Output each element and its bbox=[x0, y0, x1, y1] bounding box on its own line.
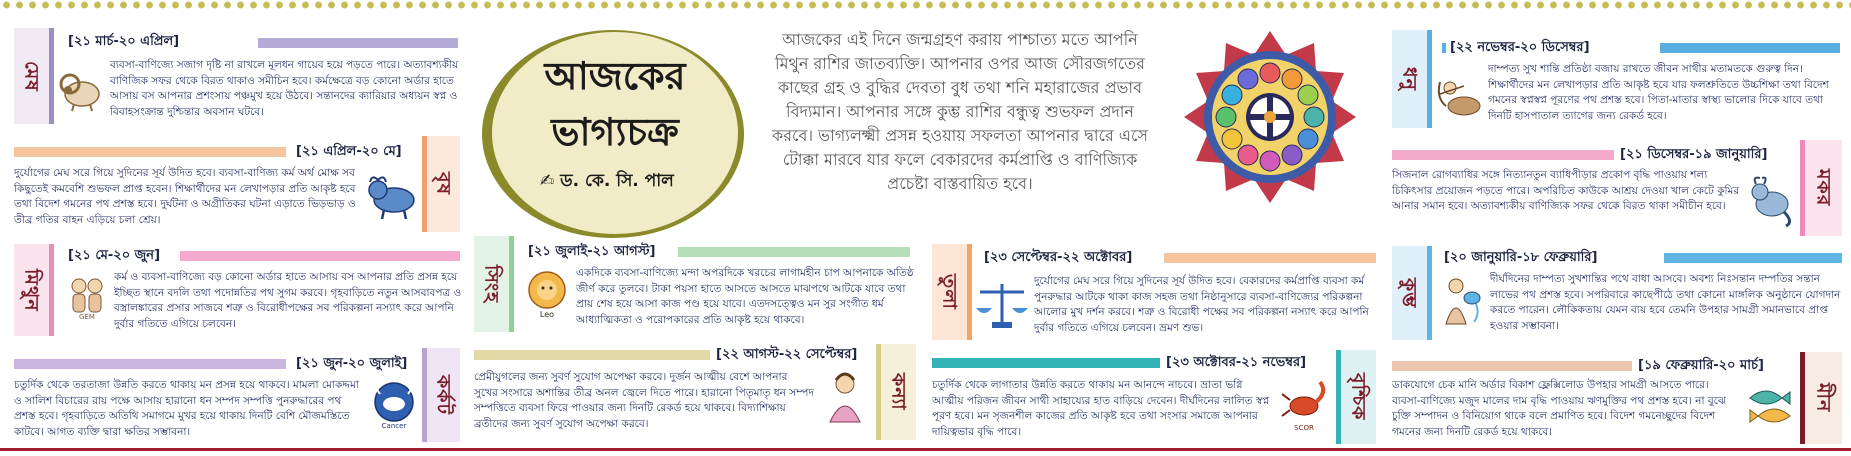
text-brishchik: চতুর্দিক থেকে লাগাতার উন্নতি করতে থাকায় মন আনন্দে নাচবে। ভ্রাতা ভগ্নি আত্মীয় পরিজন জীবন সাথী সাহায্যের হাত বাড়িয়ে দেবেন। দীর্ঘদিনের লালিত স্বপ্ন পূরণ হবে। মন সৃজনশীল কাজের প্রতি আকৃষ্ট হবে তথা সংসার সমাজে আপনার দায়িত্বভার বৃদ্ধি পাবে। bbox=[932, 379, 1270, 438]
goat-capricorn-icon bbox=[1744, 176, 1796, 228]
date-dhanu: [২২ নভেম্বর-২০ ডিসেম্বর] bbox=[1450, 40, 1590, 55]
sign-tab-mithun bbox=[14, 244, 54, 336]
text-karkat: চতুর্দিক থেকে তরতাজা উন্নতি করতে থাকায় মন প্রসন্ন হয়ে থাকবে। মামলা মোকদ্দমা ও সালিশ বিচারের রায় পক্ষে আসায় হারানো ধন সম্পদ সম্পত্তি পুনরুদ্ধারের পথ প্রশস্ত হবে। গৃহবাড়িতে অতিথি সমাগমে মুখর হয়ে থাকায় দিনটি বেশি মৌজমস্তিতে কাটবে। আগত ব্যক্তি দ্বারা ক্ষতির সম্ভাবনা। bbox=[14, 379, 359, 438]
gemini-caption: GEM bbox=[79, 313, 95, 320]
text-mesh: ব্যবসা-বাণিজ্যে সজাগ দৃষ্টি না রাখলে মূলধন গায়েব হয়ে পড়তে পারে। অত্যাবশ্যকীয় বাণিজিক সফর থেকে বিরত থাকাও সমীচিন হবে। কর্মক্ষেত্রে বড় কোনো অর্ডার হাতে আসায় বস আপনার প্রশংসায় পঞ্চমুখ হয়ে উঠবে। সন্তানদের ক্যারিয়ার অধ্যয়ন স্বপ্ন ও বিবাহসংক্রান্ত দুশ্চিন্তার অবসান ঘটবে। bbox=[110, 59, 459, 118]
page-title-line1: আজকের bbox=[544, 54, 686, 98]
date-mesh: [২১ মার্চ-২০ এপ্রিল] bbox=[68, 34, 180, 49]
date-tula: [২৩ সেপ্টেম্বর-২২ অক্টোবর] bbox=[984, 250, 1133, 265]
text-kanya: প্রেমীযুগলের জন্য সুবর্ণ সুযোগ অপেক্ষা করবে। দুর্জন আত্মীয় বেশে আপনার সুখের সংসারে অশান্তির তীব্র অনল জ্বেলে দিতে পারে। হারানো পিতৃমাতৃ ধন সম্পদ সম্পত্তিতে ব্যবসা ফিরে পাওয়ার জন্য দিনটি রেকর্ড হয়ে থাকবে। বিদ্যাশিক্ষায় ব্রতীদের জন্য সুবর্ণ সুযোগ অপেক্ষা করবে। bbox=[474, 371, 814, 430]
text-meen: ডাকযোগে চেক মানি অর্ডার বিকাশ ফ্লেক্সিলোড উপহার সামগ্রী আসতে পারে। ব্যবসা-বাণিজ্যে মজুদ মালের দাম বৃদ্ধি পাওয়ায় ঋণমুক্তির পথ প্রশস্ত হবে। না বুঝে চুক্তি সম্পাদন ও বিনিয়োগ থাকে বলে প্রমাণিত হবে। বিদেশ গমনেচ্ছুদের বিদেশ গমনের জন্য দিনটি রেকর্ড হয়ে থাকবে। bbox=[1392, 379, 1726, 438]
bar-dhanu bbox=[1442, 43, 1446, 53]
date-singha: [২১ জুলাই-২১ আগস্ট] bbox=[528, 244, 656, 259]
sign-name-karkat: কর্কট bbox=[432, 375, 455, 415]
date-meen: [১৯ ফেব্রুয়ারি-২০ মার্চ] bbox=[1638, 358, 1764, 373]
bar-kumbha bbox=[1664, 253, 1842, 263]
archer-sagittarius-icon bbox=[1436, 76, 1486, 124]
maiden-virgo-icon bbox=[818, 370, 872, 426]
text-singha: একদিকে ব্যবসা-বাণিজ্যে মন্দা অপরদিকে খরচের লাগামহীন চাপ আপনাকে অতিষ্ঠ জীর্ণ করে তুলবে। টাকা পয়সা হাতে আসতে আসতে মাঝপথে আটকে যাবে তথা প্রায় শেষ হয়ে আসা কাজ পণ্ড হয়ে যাবে। এতদসত্ত্বেও মন সুর সংগীত ধর্ম আধ্যাত্মিকতা ও পরোপকারের প্রতি আকৃষ্ট হয়ে থাকবে। bbox=[576, 267, 914, 326]
date-makar: [২১ ডিসেম্বর-১৯ জানুয়ারি] bbox=[1620, 147, 1768, 162]
zodiac-wheel-icon bbox=[1183, 30, 1357, 204]
scorpio-caption: SCOR bbox=[1294, 424, 1314, 432]
sign-tab-kumbha bbox=[1392, 246, 1432, 340]
sign-name-makar: মকর bbox=[1812, 169, 1835, 207]
cancer-caption: Cancer bbox=[381, 422, 407, 430]
sign-tab-meen bbox=[1800, 352, 1842, 444]
sign-name-tula: তুলা bbox=[938, 274, 961, 310]
sign-tab-tula bbox=[932, 244, 972, 340]
dotted-top-border bbox=[0, 0, 1851, 10]
text-mithun: কর্ম ও ব্যবসা-বাণিজ্যে বড় কোনো অর্ডার হাতে আসায় বস আপনার প্রতি প্রসন্ন হয়ে ইচ্ছিত স্থানে বদলি তথা পদোন্নতির পথ সুগম করবে। গৃহবাড়িতে নতুন আসবাবপত্র ও বস্ত্রালঙ্কারের প্রসার সাজবে শত্রু ও বিরোধীপক্ষের সব পরিকল্পনা নস্যাৎ করে আপনি দুর্বার গতিতে এগিয়ে চলবেন। bbox=[114, 271, 462, 330]
sign-tab-brishchik bbox=[1336, 350, 1376, 444]
bull-taurus-icon bbox=[366, 172, 418, 220]
water-bearer-aquarius-icon bbox=[1436, 276, 1484, 328]
bottom-rule bbox=[0, 448, 1851, 451]
page-title-line2: ভাগ্যচক্র bbox=[551, 110, 679, 154]
bar-karkat bbox=[14, 359, 286, 369]
sign-name-brishchik: বৃশ্চিক bbox=[1347, 373, 1370, 421]
sign-name-mithun: মিথুন bbox=[20, 268, 43, 312]
text-kumbha: দীর্ঘদিনের দাম্পত্য সুখশান্তির পথে বাধা আসবে। অবশ্য নিঃসন্তান দম্পতির সন্তান লাভের পথ প্রশস্ত হবে। সপরিবারে কাছেপীঠে তথা কোনো মাঙ্গলিক অনুষ্ঠানে যোগদান করতে পারেন। লৌকিকতায় যেমন ব্যয় হবে তেমনি উপহার সামগ্রী সমানভাবে প্রাপ্ত হওয়ার সম্ভাবনা। bbox=[1490, 273, 1841, 332]
date-brish: [২১ এপ্রিল-২০ মে] bbox=[296, 144, 402, 159]
ram-aries-icon bbox=[58, 68, 104, 112]
sign-name-kumbha: কুম্ভ bbox=[1398, 277, 1421, 309]
date-karkat: [২১ জুন-২০ জুলাই] bbox=[296, 356, 408, 371]
text-dhanu: দাম্পত্য সুখ শান্তি প্রতিষ্ঠা বজায় রাখতে জীবন সাথীর মতামতকে গুরুত্ব দিন। শিক্ষার্থীদের মন লেখাপড়ার প্রতি আকৃষ্ট হবে যার ফলশ্রুতিতে উচ্চশিক্ষা তথা বিদেশ গমনের স্বপ্নস্বপ্ন পূরণের পথ প্রশস্ত হবে। পিতা-মাতার স্বাস্থ্য ভালোর দিকে যাবে তথা দিনটি হাসপাতাল ত্যাগের জন্য রেকর্ড হবে। bbox=[1488, 63, 1829, 122]
bar-kanya bbox=[474, 350, 710, 360]
bar-dhanu-right bbox=[1660, 43, 1840, 53]
sign-tab-kanya bbox=[876, 344, 916, 440]
sign-name-dhanu: ধনু bbox=[1398, 67, 1421, 91]
sign-tab-mesh bbox=[14, 28, 54, 124]
bar-mesh bbox=[258, 38, 458, 48]
bar-singha bbox=[678, 247, 910, 257]
text-brish: দুর্যোগের মেঘ সরে গিয়ে সুদিনের সূর্য উদিত হবে। ব্যবসা-বাণিজ্য কর্ম অর্থ মোক্ষ সব কিছুতেই কমবেশি শুভফল প্রাপ্ত হবেন। শিক্ষার্থীদের মন লেখাপড়ার প্রতি আকৃষ্ট হবে তথা বিদেশ গমনের পথ প্রশস্ত হবে। দুর্ঘটনা ও অগ্রীতিকর ঘটনা এড়াতে ভিড়ভাড় ও তীব্র গতির বাহন এড়িয়ে চলা শ্রেয়। bbox=[14, 167, 356, 226]
leo-caption: Leo bbox=[539, 310, 555, 319]
bar-tula bbox=[1164, 253, 1376, 263]
sign-name-kanya: কন্যা bbox=[887, 373, 910, 411]
sign-tab-brish bbox=[422, 136, 460, 232]
sign-tab-karkat bbox=[422, 348, 460, 442]
sign-tab-dhanu bbox=[1392, 30, 1432, 128]
intro-paragraph: আজকের এই দিনে জন্মগ্রহণ করায় পাশ্চাত্য মতে আপনি মিথুন রাশির জাতব্যক্তি। আপনার ওপর আজ সৌরজগতের কাছের গ্রহ ও বুদ্ধির দেবতা বুধ তথা শনি মহারাজের প্রভাব বিদ্যমান। আপনার সঙ্গে কুম্ভ রাশির বন্ধুত্ব শুভফল প্রদান করবে। ভাগ্যলক্ষ্মী প্রসন্ন হওয়ায় সফলতা আপনার দ্বারে এসে টোক্কা মারবে যার ফলে বেকারদের কর্মপ্রাপ্তি ও বাণিজ্যিক প্রচেষ্টা বাস্তবায়িত হবে। bbox=[772, 30, 1148, 193]
date-kumbha: [২০ জানুয়ারি-১৮ ফেব্রুয়ারি] bbox=[1444, 250, 1598, 265]
bar-makar bbox=[1392, 150, 1614, 160]
date-brishchik: [২৩ অক্টোবর-২১ নভেম্বর] bbox=[1166, 355, 1307, 370]
sign-name-mesh: মেষ bbox=[20, 60, 43, 92]
bar-brish bbox=[14, 147, 286, 157]
text-tula: দুর্যোগের মেঘ সরে গিয়ে সুদিনের সূর্য উদিত হবে। বেকারদের কর্মপ্রাপ্তি ব্যবসা কর্ম পুনরুদ্ধার আটকে থাকা কাজ সহজ তথা নিষ্ঠানুসারে ব্যবসা-বাণিজ্যের পরিকল্পনা আলোর মুখ দর্শন করবে। শত্রু ও বিরোধী পক্ষের সব পরিকল্পনা নস্যাৎ করে আপনি দুর্বার গতিতে এগিয়ে চলবেন। ভ্রমণ শুভ। bbox=[1034, 275, 1369, 334]
text-makar: সিজনাল রোগব্যাধির সঙ্গে নিত্যানতুন ব্যাধিপীড়ার প্রকোপ বৃদ্ধি পাওয়ায় শল্য চিকিৎসার প্রয়োজন পড়তে পারে। অপরিচিত কাউকে আশ্রয় দেওয়া খাল কেটে কুমির আনার সমান হবে। অত্যাবশ্যকীয় বাণিজ্যিক সফর থেকে বিরত থাকা সমীচীন হবে। bbox=[1392, 169, 1740, 212]
sign-name-meen: মীন bbox=[1812, 383, 1835, 413]
sign-tab-makar bbox=[1800, 140, 1842, 236]
scales-libra-icon bbox=[974, 278, 1030, 332]
lion-leo-icon bbox=[524, 268, 570, 320]
date-mithun: [২১ মে-২০ জুন] bbox=[68, 248, 161, 263]
fish-pisces-icon bbox=[1744, 380, 1796, 432]
sign-name-singha: সিংহ bbox=[480, 264, 503, 304]
twins-gemini-icon bbox=[62, 274, 112, 320]
date-kanya: [২২ আগস্ট-২২ সেপ্টেম্বর] bbox=[716, 347, 858, 362]
page-title bbox=[510, 48, 720, 160]
sign-name-brish: বৃষ bbox=[432, 172, 455, 196]
scorpion-scorpio-icon bbox=[1278, 378, 1330, 432]
bar-brishchik bbox=[932, 358, 1160, 368]
bar-mithun bbox=[180, 251, 460, 261]
sign-tab-singha bbox=[474, 236, 514, 332]
crab-cancer-icon bbox=[370, 380, 418, 430]
bar-meen bbox=[1392, 361, 1632, 371]
author-byline: ✍ ড. কে. সি. পাল bbox=[540, 171, 674, 191]
